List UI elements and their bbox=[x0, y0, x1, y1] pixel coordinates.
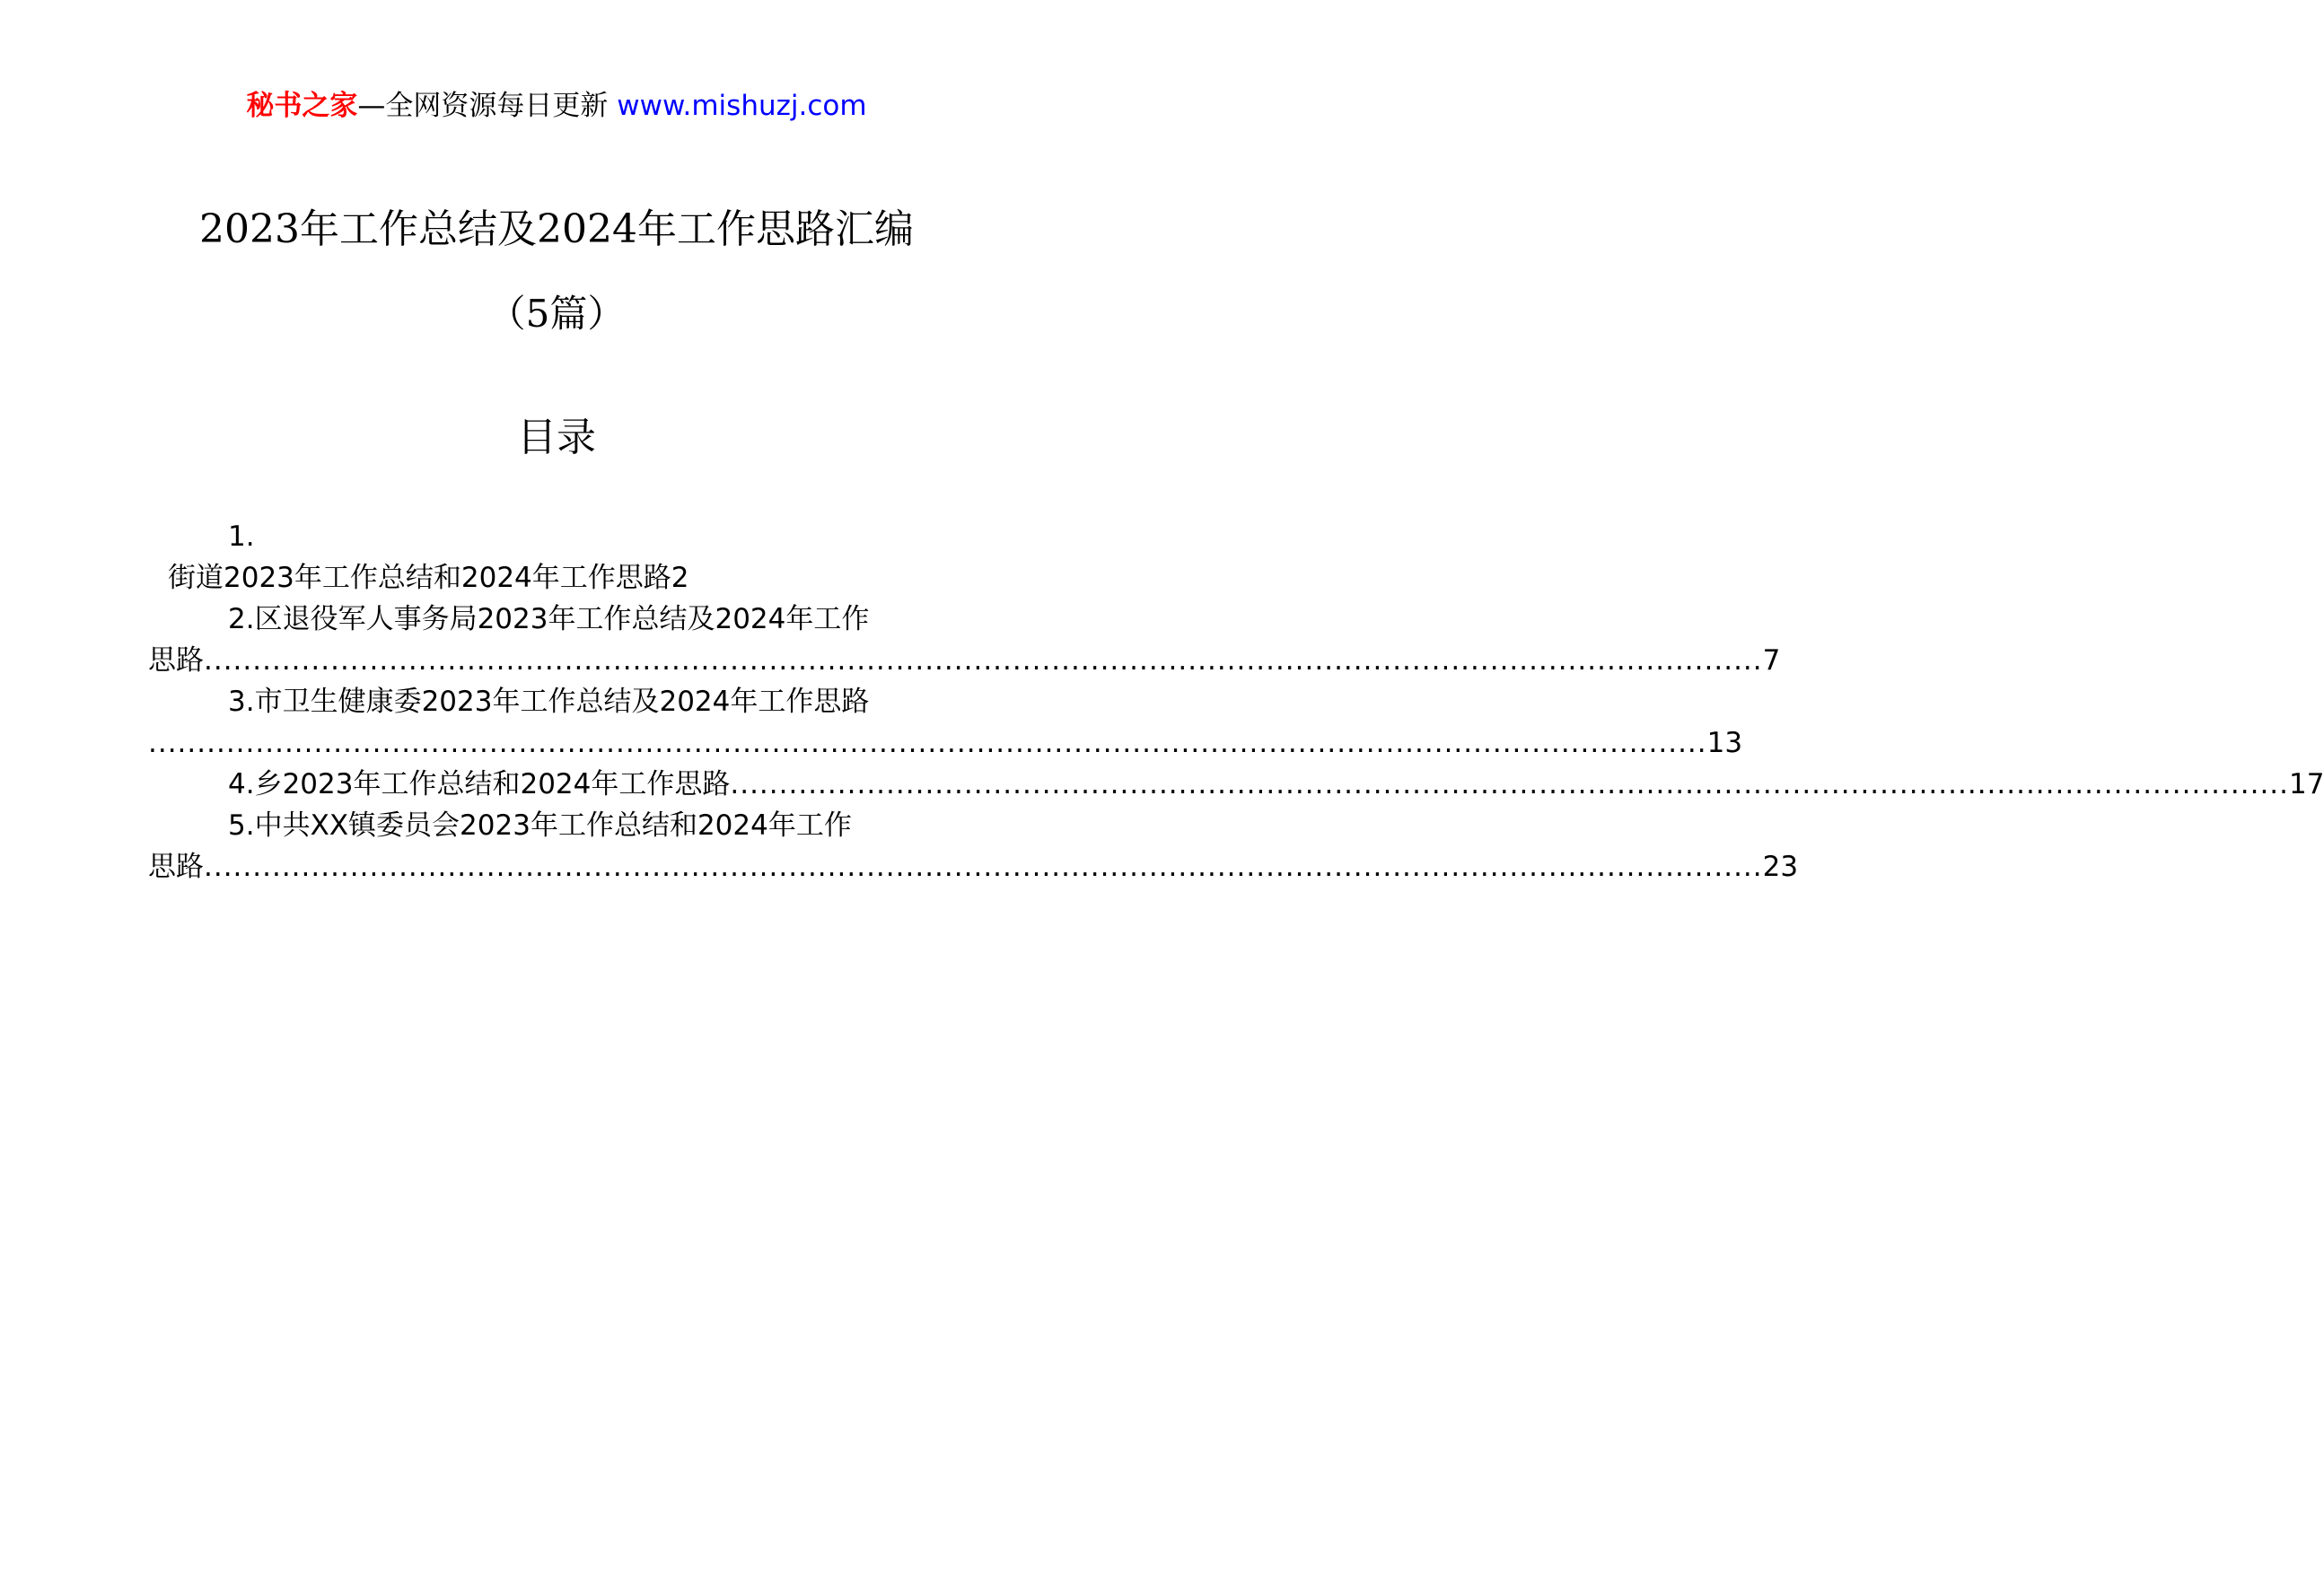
toc-entry-5-title-continued: 思路 bbox=[148, 851, 204, 883]
toc-entry-4-number: 4. bbox=[228, 768, 255, 800]
toc-entry-4-leader: ................................................................................................................................................................ bbox=[730, 768, 2290, 800]
toc-entry-3-leader: ................................................................................................................................................................ bbox=[148, 727, 1707, 759]
toc-entry-1-number: 1. bbox=[228, 520, 255, 553]
site-url-link[interactable]: www.mishuzj.com bbox=[617, 90, 867, 122]
document-subtitle: （5篇） bbox=[487, 292, 626, 336]
toc-entry-3-page: 13 bbox=[1706, 727, 1743, 759]
toc-entry-3-first-line[interactable] bbox=[168, 681, 943, 722]
toc-entry-5-first-line[interactable] bbox=[168, 805, 943, 846]
toc-entry-2-title-continued: 思路 bbox=[148, 644, 204, 677]
page-header bbox=[0, 88, 1113, 124]
site-name: 秘书之家 bbox=[246, 90, 358, 122]
toc-entry-5-number: 5. bbox=[228, 809, 255, 842]
toc-entry-1-text-line[interactable] bbox=[168, 557, 943, 599]
toc-entry-4-title: 乡2023年工作总结和2024年工作思路 bbox=[254, 768, 731, 800]
toc-entry-4-line[interactable] bbox=[168, 764, 2324, 805]
toc-entry-1-number-line[interactable] bbox=[168, 516, 943, 557]
toc-entry-3-second-line[interactable] bbox=[148, 722, 1743, 764]
toc-entry-2-first-line[interactable] bbox=[168, 599, 943, 640]
toc-entry-2-number: 2. bbox=[228, 603, 255, 635]
toc-entry-5-second-line[interactable] bbox=[148, 846, 1799, 888]
toc-entry-2-number-title bbox=[228, 599, 869, 640]
toc-entry-1-title: 街道2023年工作总结和2024年工作思路2 bbox=[168, 562, 689, 594]
toc-entry-3-number: 3. bbox=[228, 686, 255, 718]
toc-entry-2-second-line[interactable] bbox=[148, 640, 1781, 681]
document-title: 2023年工作总结及2024年工作思路汇编 bbox=[199, 206, 914, 252]
toc-entry-4-page: 17 bbox=[2289, 768, 2324, 800]
site-slogan: —全网资源每日更新 bbox=[357, 90, 609, 122]
toc-entry-5-leader: ................................................................................................................................................................ bbox=[204, 851, 1763, 883]
toc-entry-3-title: 市卫生健康委2023年工作总结及2024年工作思路 bbox=[254, 686, 870, 718]
toc-entry-2-page: 7 bbox=[1762, 644, 1781, 677]
toc-entry-2-leader: ................................................................................................................................................................ bbox=[204, 644, 1763, 677]
toc-entry-5-page: 23 bbox=[1762, 851, 1799, 883]
toc-heading: 目录 bbox=[517, 415, 596, 460]
table-of-contents bbox=[148, 516, 2324, 888]
toc-entry-5-title: 中共XX镇委员会2023年工作总结和2024年工作 bbox=[254, 809, 852, 842]
toc-entry-2-title: 区退役军人事务局2023年工作总结及2024年工作 bbox=[254, 603, 870, 635]
